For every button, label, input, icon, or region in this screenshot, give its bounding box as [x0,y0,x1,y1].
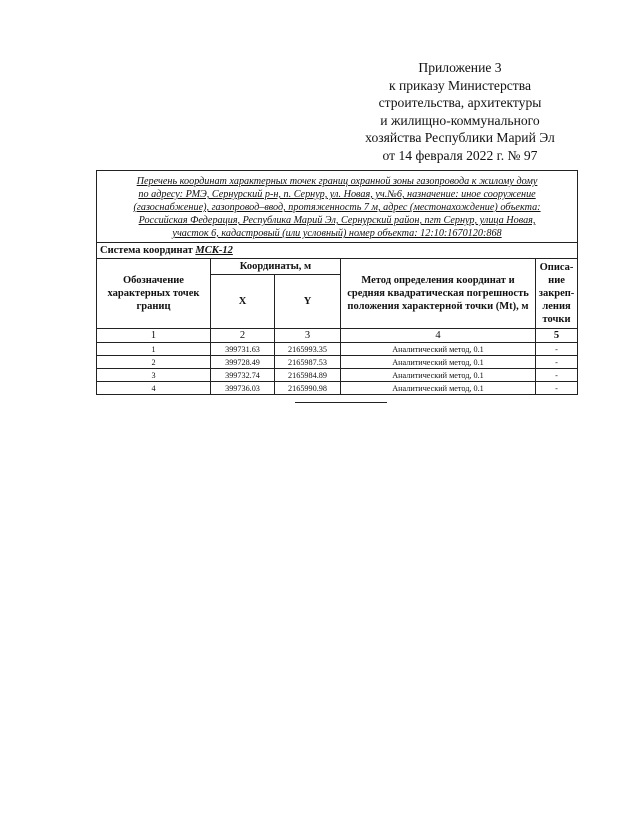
header-coordinates: Координаты, м [211,259,341,275]
header-y: Y [275,275,341,329]
header-line: и жилищно-коммунального [380,112,540,128]
coordinate-system-label: Система координат [100,245,193,256]
cell-description: - [536,369,578,382]
cell-point: 2 [97,356,211,369]
title-line: Российская Федерация, Республика Марий Эл, Сернурский район, пгт Сернур, улица Новая, [138,215,536,226]
header-method: Метод определения координат и средняя квадратическая погрешность положения характерной точки (Mt), м [341,259,536,329]
cell-description: - [536,382,578,395]
title-line: (газоснабжение), газопровод–ввод, протяженность 7 м, адрес (местонахождение) объекта: [133,202,541,213]
cell-x: 399732.74 [211,369,275,382]
table-row [97,356,578,369]
cell-method: Аналитический метод, 0.1 [341,382,536,395]
cell-point: 1 [97,343,211,356]
title-line: Перечень координат характерных точек границ охранной зоны газопровода к жилому дому [136,176,538,187]
closing-rule [295,402,387,403]
header-line: Приложение 3 [418,60,502,75]
header-description: Описа-ние закреп-ления точки [536,259,578,329]
header-line: строительства, архитектуры [378,95,542,111]
cell-y: 2165987.53 [275,356,341,369]
cell-y: 2165984.89 [275,369,341,382]
cell-description: - [536,356,578,369]
title-line: участок 6, кадастровый (или условный) номер объекта: 12:10:1670120:868 [172,228,502,239]
cell-y: 2165990.98 [275,382,341,395]
appendix-header [340,59,580,165]
header-line: к приказу Министерства [388,77,532,93]
cell-x: 399728.49 [211,356,275,369]
cell-method: Аналитический метод, 0.1 [341,356,536,369]
column-number: 5 [536,329,578,343]
header-line: хозяйства Республики Марий Эл [365,130,555,146]
coordinate-system [97,243,578,259]
cell-y: 2165993.35 [275,343,341,356]
column-number: 2 [211,329,275,343]
cell-point: 4 [97,382,211,395]
column-number: 4 [341,329,536,343]
title-line: по адресу: РМЭ, Сернурский р-н, п. Сернур, ул. Новая, уч.№6, назначение: иное сооружение [138,189,536,200]
column-number: 1 [97,329,211,343]
table-row [97,343,578,356]
table-row [97,369,578,382]
header-line: от 14 февраля 2022 г. № 97 [382,147,538,163]
cell-method: Аналитический метод, 0.1 [341,369,536,382]
table-row [97,382,578,395]
header-x: X [211,275,275,329]
table-title [97,171,578,243]
header-point: Обозначение характерных точек границ [97,259,211,329]
cell-x: 399736.03 [211,382,275,395]
column-number: 3 [275,329,341,343]
cell-x: 399731.63 [211,343,275,356]
cell-point: 3 [97,369,211,382]
cell-description: - [536,343,578,356]
cell-method: Аналитический метод, 0.1 [341,343,536,356]
coordinates-table [96,170,578,395]
coordinate-system-name: МСК-12 [195,245,233,256]
column-numbers-row [97,329,578,343]
